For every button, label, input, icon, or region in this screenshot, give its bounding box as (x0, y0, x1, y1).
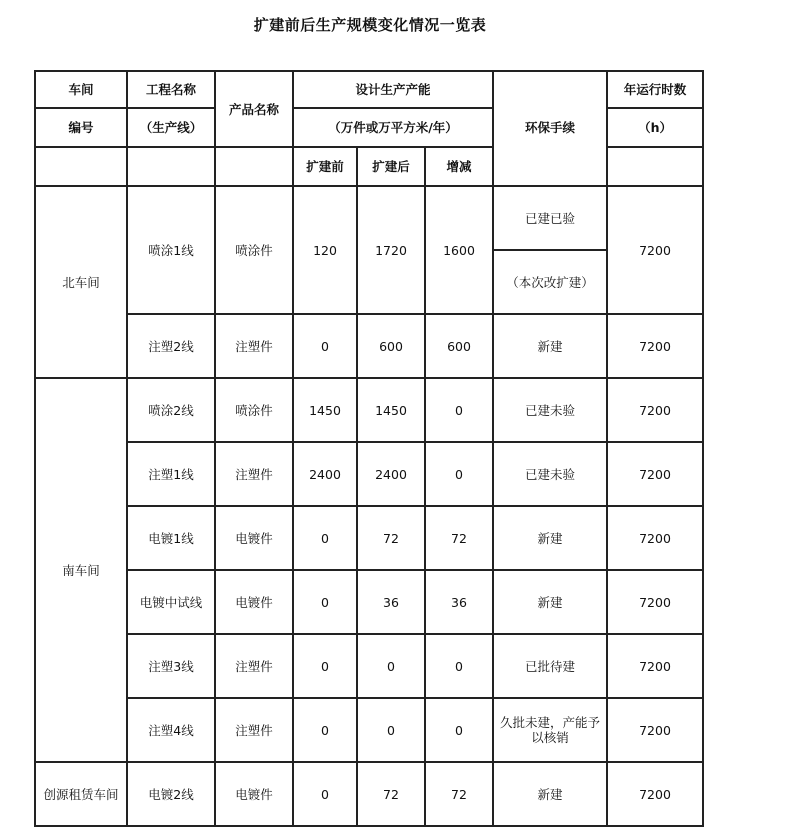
header-hours-unit: （h） (607, 108, 703, 147)
product-cell: 注塑件 (215, 442, 293, 506)
page-title: 扩建前后生产规模变化情况一览表 (253, 16, 487, 34)
env-cell: 已建未验 (493, 378, 607, 442)
header-env-bottom (493, 147, 607, 186)
table-row (35, 698, 703, 762)
before-cell: 0 (293, 634, 357, 698)
change-cell: 600 (425, 314, 493, 378)
before-cell: 0 (293, 570, 357, 634)
env-cell: 已建已验 (493, 186, 607, 250)
before-cell: 120 (293, 186, 357, 314)
header-row (35, 147, 703, 186)
header-blank (127, 147, 215, 186)
header-capacity-unit: （万件或万平方米/年） (293, 108, 493, 147)
after-cell: 72 (357, 762, 425, 826)
env-cell: 已建未验 (493, 442, 607, 506)
env-note-cell: （本次改扩建） (493, 250, 607, 314)
before-cell: 2400 (293, 442, 357, 506)
change-cell: 0 (425, 442, 493, 506)
change-cell: 0 (425, 378, 493, 442)
change-cell: 0 (425, 698, 493, 762)
env-cell: 已批待建 (493, 634, 607, 698)
table-row (35, 634, 703, 698)
after-cell: 0 (357, 698, 425, 762)
header-workshop-no: 编号 (35, 108, 127, 147)
env-cell: 久批未建，产能予以核销 (493, 698, 607, 762)
table-row (35, 570, 703, 634)
env-cell: 新建 (493, 314, 607, 378)
env-cell: 新建 (493, 506, 607, 570)
product-cell: 注塑件 (215, 314, 293, 378)
change-cell: 36 (425, 570, 493, 634)
after-cell: 600 (357, 314, 425, 378)
line-cell: 注塑4线 (127, 698, 215, 762)
header-workshop: 车间 (35, 71, 127, 108)
product-cell: 电镀件 (215, 506, 293, 570)
workshop-cell: 创源租赁车间 (35, 762, 127, 826)
table-row (35, 762, 703, 826)
product-cell: 喷涂件 (215, 186, 293, 314)
hours-cell: 7200 (607, 698, 703, 762)
header-env: 环保手续 (493, 108, 607, 147)
header-blank (215, 147, 293, 186)
header-blank (607, 147, 703, 186)
table-row (35, 506, 703, 570)
hours-cell: 7200 (607, 186, 703, 314)
change-cell: 0 (425, 634, 493, 698)
change-cell: 1600 (425, 186, 493, 314)
after-cell: 1450 (357, 378, 425, 442)
after-cell: 2400 (357, 442, 425, 506)
before-cell: 0 (293, 314, 357, 378)
table-row (35, 186, 703, 250)
header-row (35, 71, 703, 108)
before-cell: 0 (293, 506, 357, 570)
header-row (35, 108, 703, 147)
table-row (35, 314, 703, 378)
hours-cell: 7200 (607, 762, 703, 826)
workshop-cell: 南车间 (35, 378, 127, 762)
product-cell: 电镀件 (215, 762, 293, 826)
product-cell: 注塑件 (215, 698, 293, 762)
capacity-table (34, 70, 704, 827)
after-cell: 1720 (357, 186, 425, 314)
hours-cell: 7200 (607, 570, 703, 634)
change-cell: 72 (425, 506, 493, 570)
product-cell: 喷涂件 (215, 378, 293, 442)
line-cell: 电镀2线 (127, 762, 215, 826)
change-cell: 72 (425, 762, 493, 826)
table-row (35, 442, 703, 506)
table-row (35, 378, 703, 442)
hours-cell: 7200 (607, 634, 703, 698)
before-cell: 1450 (293, 378, 357, 442)
header-blank (35, 147, 127, 186)
before-cell: 0 (293, 698, 357, 762)
line-cell: 电镀1线 (127, 506, 215, 570)
env-cell: 新建 (493, 762, 607, 826)
header-before: 扩建前 (293, 147, 357, 186)
hours-cell: 7200 (607, 378, 703, 442)
product-cell: 电镀件 (215, 570, 293, 634)
hours-cell: 7200 (607, 442, 703, 506)
after-cell: 72 (357, 506, 425, 570)
hours-cell: 7200 (607, 314, 703, 378)
header-change: 增减 (425, 147, 493, 186)
product-cell: 注塑件 (215, 634, 293, 698)
header-project-sub: （生产线） (127, 108, 215, 147)
hours-cell: 7200 (607, 506, 703, 570)
line-cell: 注塑3线 (127, 634, 215, 698)
line-cell: 喷涂2线 (127, 378, 215, 442)
after-cell: 0 (357, 634, 425, 698)
header-product: 产品名称 (215, 71, 293, 147)
line-cell: 电镀中试线 (127, 570, 215, 634)
line-cell: 注塑2线 (127, 314, 215, 378)
header-hours: 年运行时数 (607, 71, 703, 108)
after-cell: 36 (357, 570, 425, 634)
line-cell: 注塑1线 (127, 442, 215, 506)
line-cell: 喷涂1线 (127, 186, 215, 314)
header-after: 扩建后 (357, 147, 425, 186)
env-cell: 新建 (493, 570, 607, 634)
workshop-cell: 北车间 (35, 186, 127, 378)
header-capacity: 设计生产产能 (293, 71, 493, 108)
before-cell: 0 (293, 762, 357, 826)
header-project: 工程名称 (127, 71, 215, 108)
header-env-top (493, 71, 607, 108)
